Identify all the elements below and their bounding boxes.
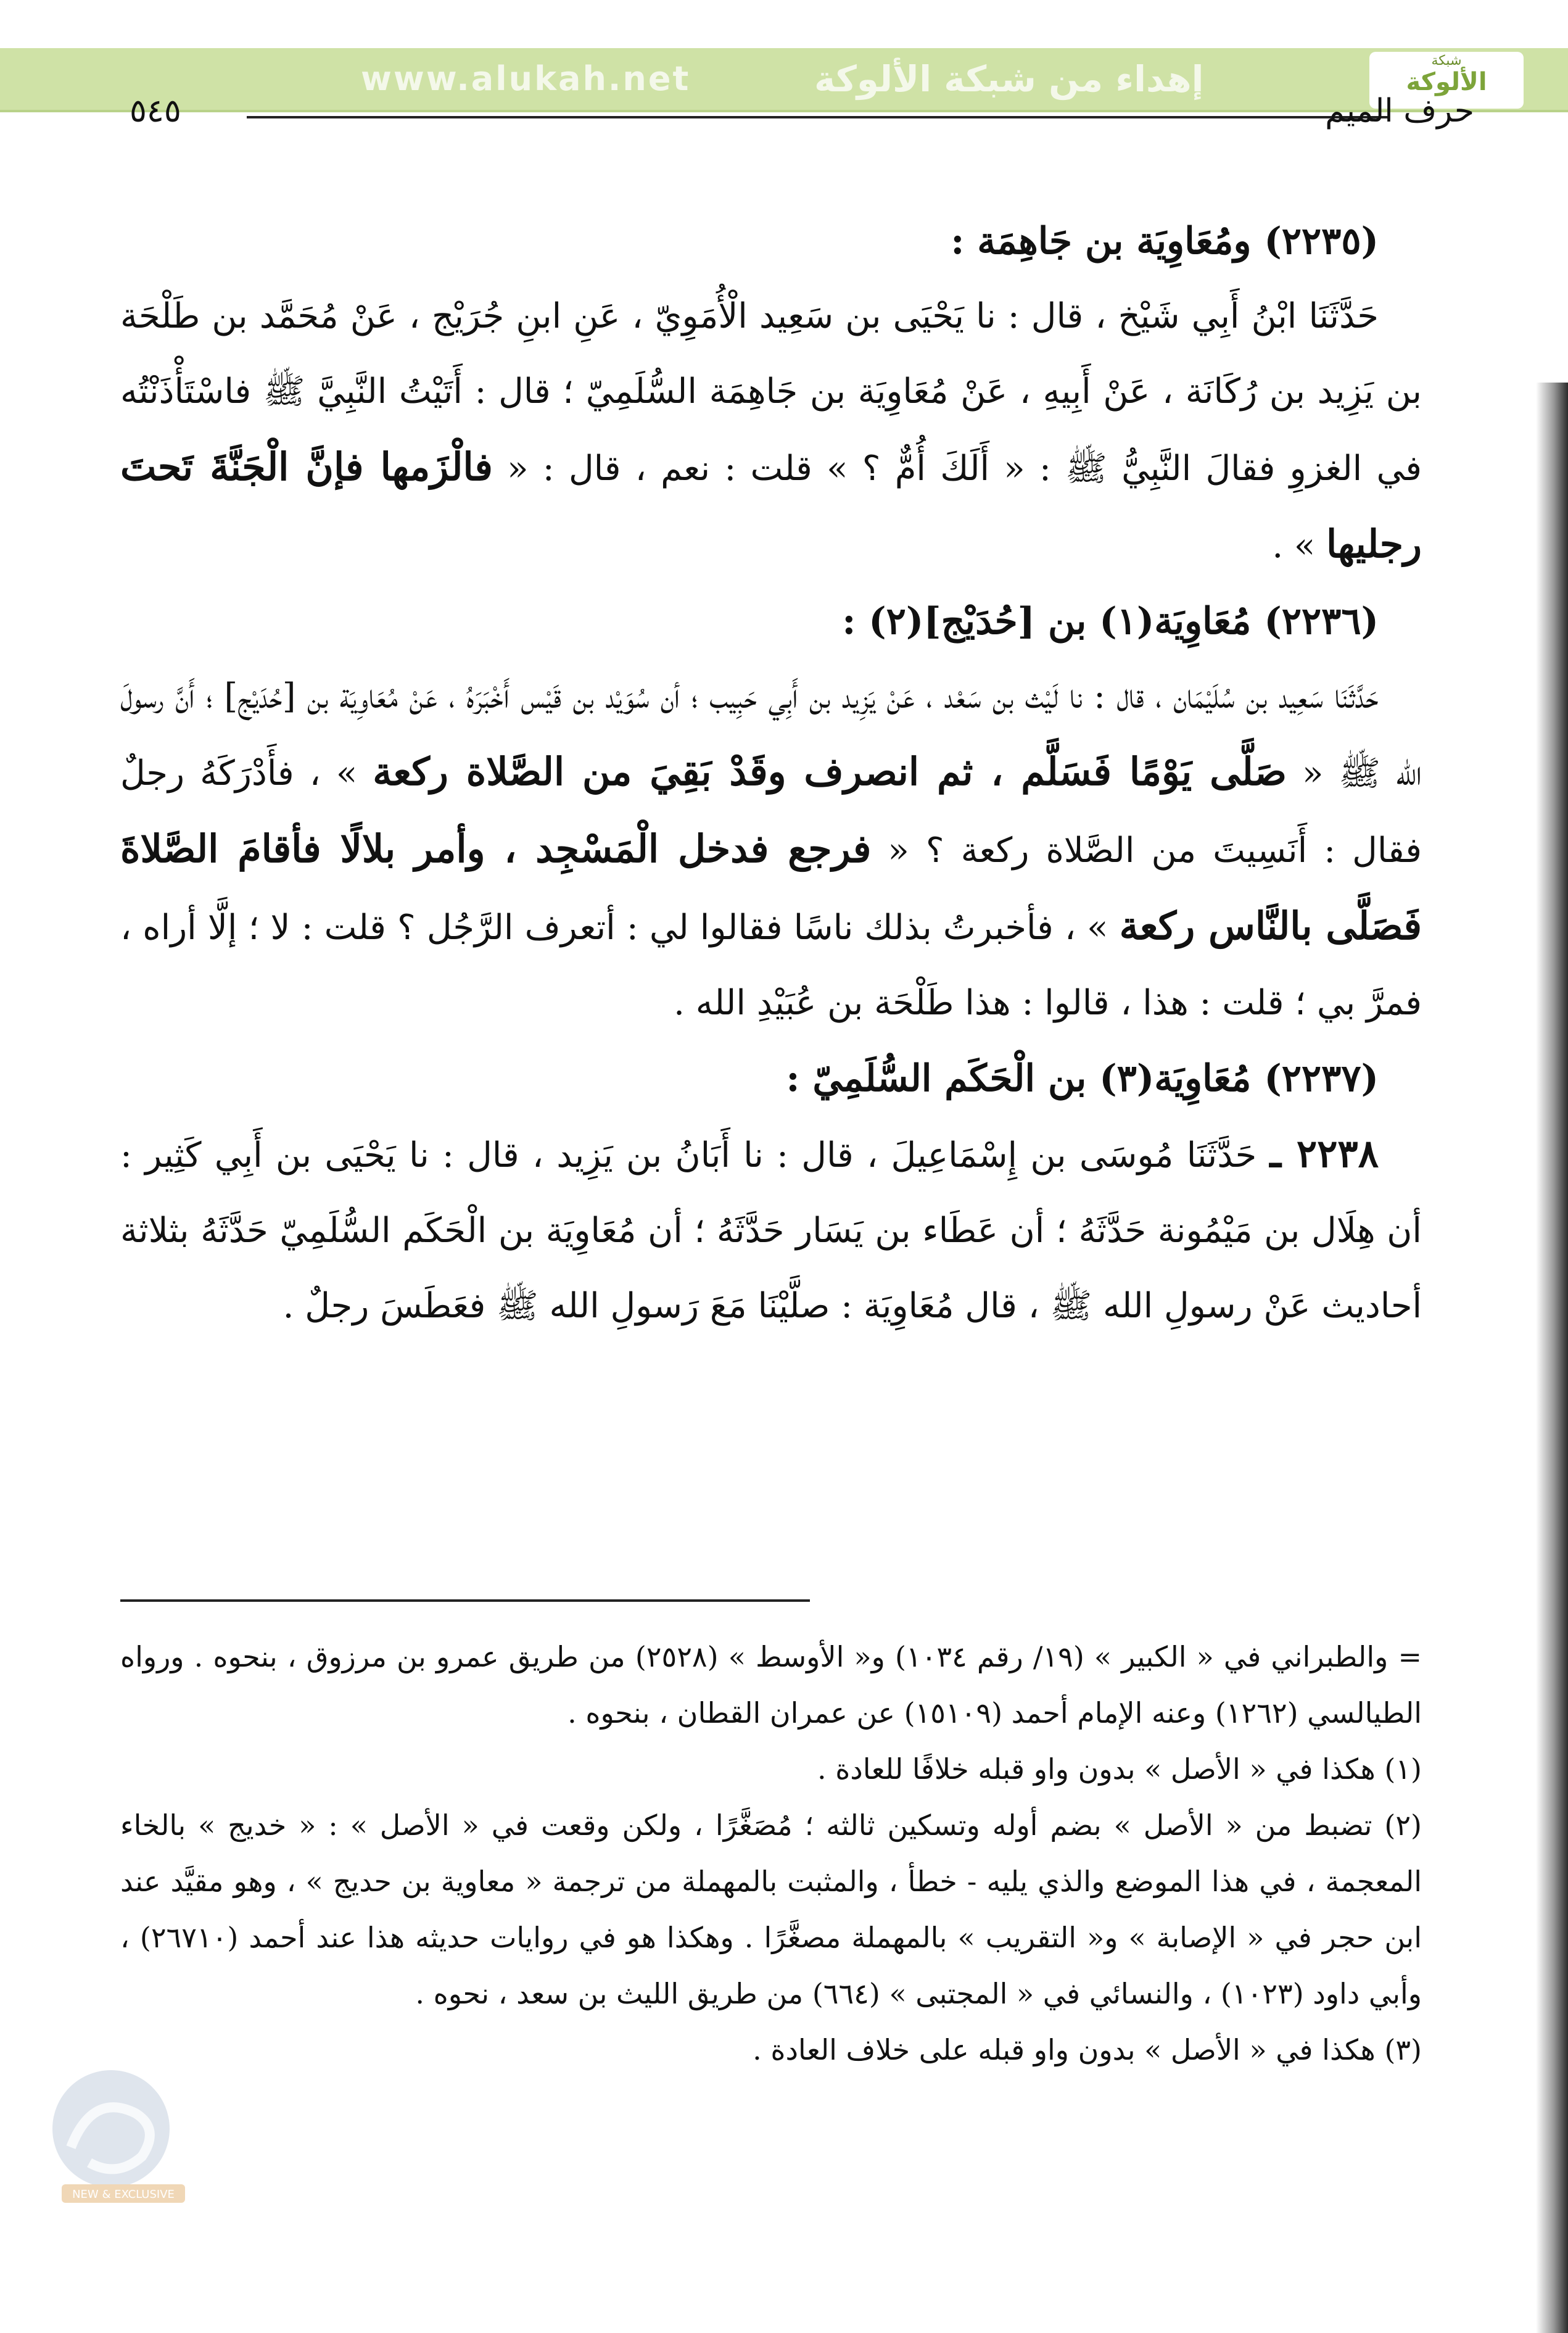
main-text bbox=[120, 204, 1422, 1344]
footnote-rule bbox=[120, 1599, 810, 1602]
page-number: ٥٤٥ bbox=[130, 93, 181, 130]
footnote-2: (٢) تضبط من « الأصل » بضم أوله وتسكين ثالثه ؛ مُصَغَّرًا ، ولكن وقعت في « الأصل » : « خديج » بالخاء المعجمة ، في هذا الموضع والذي يليه - خطأ ، والمثبت بالمهملة من ترجمة « معاوية بن حديج » ، وهو مقيَّد عند ابن حجر في « الإصابة » و« التقريب » بالمهملة مصغَّرًا . وهكذا هو في روايات حديثه هذا عند أحمد (٢٦٧١٠) ، وأبي داود (١٠٢٣) ، والنسائي في « المجتبى » (٦٦٤) من طريق الليث بن سعد ، نحوه . bbox=[120, 1809, 1422, 2010]
footnotes bbox=[120, 1629, 1422, 2078]
entry-2236-text-2: » ، فأَدْرَكَهُ رجلٌ فقال : أَنَسِيتَ من الصَّلاة ركعة ؟ « bbox=[120, 753, 1422, 871]
logo-small-text: شبكة bbox=[1431, 53, 1462, 68]
entry-2235-end: » . bbox=[1272, 526, 1316, 566]
banner-gift-text: إهداء من شبكة الألوكة bbox=[814, 58, 1204, 100]
entry-2238-text: حَدَّثَنَا مُوسَى بن إِسْمَاعِيلَ ، قال : نا أَبَانُ بن يَزِيد ، قال : نا يَحْيَى بن أَبِي كَثِير : أن هِلَال بن مَيْمُونة حَدَّثَهُ ؛ أن عَطَاء بن يَسَار حَدَّثَهُ ؛ أن مُعَاوِيَة بن الْحَكَم السُّلَمِيّ حَدَّثَهُ بثلاثة أحاديث عَنْ رسولِ الله ﷺ ، قال مُعَاوِيَة : صلَّيْنَا مَعَ رَسولِ الله ﷺ فعَطَسَ رجلٌ . bbox=[120, 1135, 1422, 1326]
entry-2236-heading: (٢٢٣٦) مُعَاوِيَة(١) بن [حُدَيْج](٢) : bbox=[842, 600, 1379, 643]
entry-2236-text-1: حَدَّثَنَا سَعِيد بن سُلَيْمَان ، قال : نا لَيْث بن سَعْد ، عَنْ يَزِيد بن أَبِي حَبِيب ؛ أن سُوَيْد بن قَيْس أَخْبَرَهُ ، عَنْ مُعَاوِيَة بن [حُدَيْج] ؛ أَنَّ رسولَ الله ﷺ « bbox=[120, 676, 1422, 794]
header-rule bbox=[247, 116, 1388, 118]
chapter-title: حرف الميم bbox=[1325, 93, 1474, 130]
footnote-continuation: = والطبراني في « الكبير » (١٩/ رقم ١٠٣٤) و« الأوسط » (٢٥٢٨) من طريق عمرو بن مرزوق ، بنحوه . ورواه الطيالسي (١٢٦٢) وعنه الإمام أحمد (١٥١٠٩) عن عمران القطان ، بنحوه . bbox=[120, 1640, 1422, 1730]
banner-url[interactable]: www.alukah.net bbox=[361, 59, 691, 98]
entry-2238-hadith bbox=[120, 1116, 1422, 1344]
entry-2236-hadith bbox=[120, 659, 1422, 1041]
entry-2235-text: حَدَّثَنَا ابْنُ أَبِي شَيْخ ، قال : نا يَحْيَى بن سَعِيد الْأُمَوِيّ ، عَنِ ابنِ جُرَيْج ، عَنْ مُحَمَّد بن طَلْحَة بن يَزِيد بن رُكَانَة ، عَنْ أَبِيهِ ، عَنْ مُعَاوِيَة بن جَاهِمَة السُّلَمِيّ ؛ قال : أَتَيْتُ النَّبِيَّ ﷺ فاسْتَأْذَنْتُه في الغزوِ فقالَ النَّبِيُّ ﷺ : « أَلَكَ أُمٌّ ؟ » قلت : نعم ، قال : « bbox=[120, 296, 1422, 489]
logo-big-text: الألوكة bbox=[1406, 68, 1487, 96]
entry-2236-matn-2: فرجع فدخل الْمَسْجِد ، وأمر بلالًا فأقامَ الصَّلاةَ فَصَلَّى بالنَّاس ركعة bbox=[120, 826, 1422, 948]
running-head bbox=[130, 93, 1474, 142]
footnote-3: (٣) هكذا في « الأصل » بدون واو قبله على خلاف العادة . bbox=[753, 2033, 1422, 2066]
entry-2235-heading: (٢٢٣٥) ومُعَاوِيَة بن جَاهِمَة : bbox=[951, 220, 1379, 263]
entry-2235-hadith bbox=[120, 279, 1422, 584]
entry-2238-number: ٢٢٣٨ ـ bbox=[1269, 1131, 1379, 1176]
entry-2236-text-3: » ، فأخبرتُ بذلك ناسًا فقالوا لي : أتعرف الرَّجُل ؟ قلت : لا ؛ إلَّا أراه ، فمرَّ بي ؛ قلت : هذا ، قالوا : هذا طَلْحَة بن عُبَيْدِ الله . bbox=[120, 908, 1422, 1023]
watermark-label: NEW & EXCLUSIVE bbox=[72, 2188, 175, 2201]
footnote-1: (١) هكذا في « الأصل » بدون واو قبله خلافًا للعادة . bbox=[817, 1752, 1422, 1786]
page-edge-shadow bbox=[1536, 383, 1568, 2333]
entry-2237-heading: (٢٢٣٧) مُعَاوِيَة(٣) بن الْحَكَم السُّلَمِيّ : bbox=[786, 1057, 1379, 1100]
entry-2236-matn-1: صَلَّى يَوْمًا فَسَلَّم ، ثم انصرف وقَدْ بَقِيَ من الصَّلاة ركعة bbox=[373, 749, 1287, 794]
entry-2235-matn: فالْزَمها فإنَّ الْجَنَّةَ تَحتَ رجليها bbox=[120, 444, 1422, 566]
corner-watermark-logo bbox=[19, 2055, 210, 2215]
